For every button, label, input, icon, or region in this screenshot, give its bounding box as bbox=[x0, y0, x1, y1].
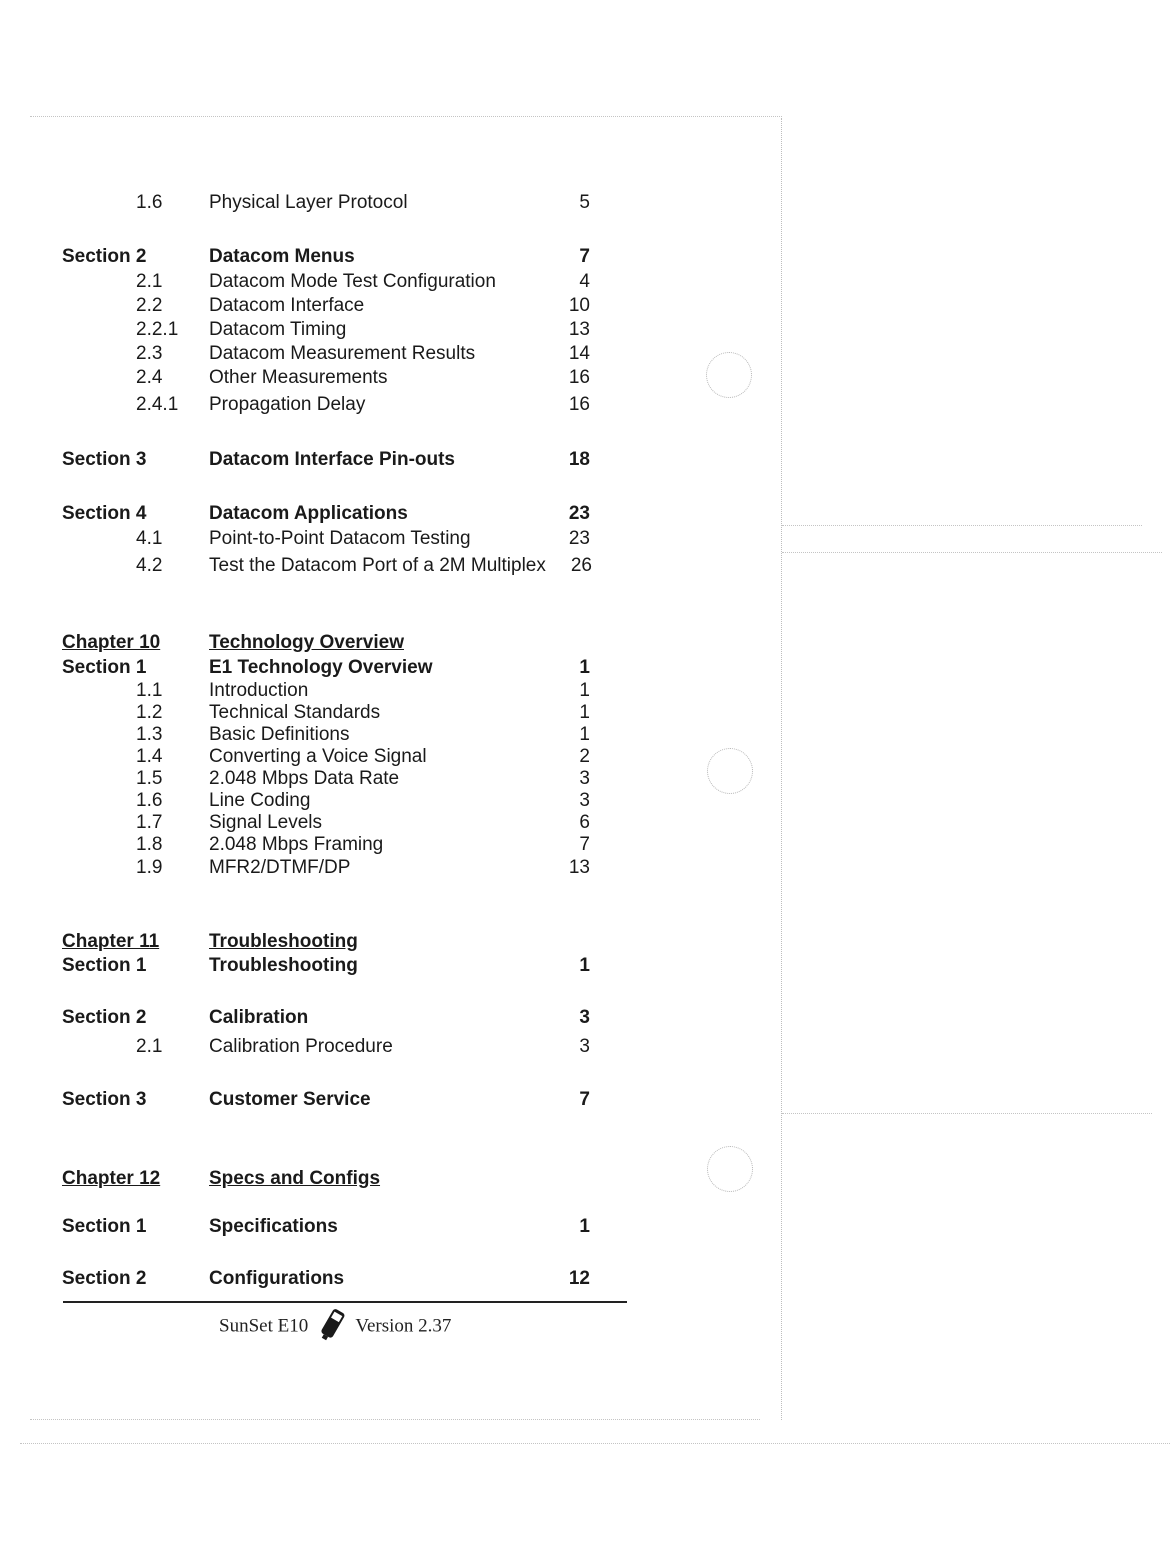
entry-page: 12 bbox=[568, 1268, 590, 1289]
entry-page: 4 bbox=[579, 271, 590, 292]
entry-title: Basic Definitions bbox=[209, 724, 350, 745]
section-label: Section 1 bbox=[62, 657, 147, 678]
chapter-label: Chapter 10 bbox=[62, 632, 161, 653]
entry-page: 13 bbox=[568, 857, 590, 878]
binder-hole-top bbox=[706, 352, 752, 398]
entry-title: Specifications bbox=[209, 1216, 338, 1237]
entry-title: Datacom Menus bbox=[209, 246, 355, 267]
entry-page: 3 bbox=[579, 1007, 590, 1028]
entry-number: 1.1 bbox=[136, 680, 163, 701]
chapter-title: Technology Overview bbox=[209, 632, 404, 653]
entry-page: 26 bbox=[570, 555, 592, 576]
section-label: Section 3 bbox=[62, 1089, 147, 1110]
table-of-contents bbox=[0, 0, 660, 1300]
entry-number: 2.3 bbox=[136, 343, 163, 364]
entry-page: 6 bbox=[579, 812, 590, 833]
scan-artifact-page-edge bbox=[20, 1443, 1170, 1444]
entry-title: Troubleshooting bbox=[209, 955, 358, 976]
entry-page: 3 bbox=[579, 790, 590, 811]
entry-title: Customer Service bbox=[209, 1089, 371, 1110]
entry-title: 2.048 Mbps Data Rate bbox=[209, 768, 400, 789]
entry-number: 1.7 bbox=[136, 812, 163, 833]
entry-title: Calibration bbox=[209, 1007, 309, 1028]
entry-number: 2.4.1 bbox=[136, 394, 179, 415]
entry-title: Datacom Interface bbox=[209, 295, 365, 316]
entry-title: Other Measurements bbox=[209, 367, 388, 388]
entry-page: 7 bbox=[579, 246, 590, 267]
entry-number: 2.4 bbox=[136, 367, 163, 388]
chapter-title: Troubleshooting bbox=[209, 931, 358, 952]
entry-title: E1 Technology Overview bbox=[209, 657, 433, 678]
chapter-label: Chapter 12 bbox=[62, 1168, 161, 1189]
entry-number: 1.4 bbox=[136, 746, 163, 767]
scan-artifact-right-line-1 bbox=[782, 525, 1142, 526]
entry-title: Line Coding bbox=[209, 790, 311, 811]
entry-page: 5 bbox=[579, 192, 590, 213]
entry-page: 3 bbox=[579, 768, 590, 789]
entry-number: 2.1 bbox=[136, 271, 163, 292]
entry-title: Calibration Procedure bbox=[209, 1036, 393, 1057]
entry-title: Test the Datacom Port of a 2M Multiplex bbox=[209, 555, 546, 576]
entry-page: 1 bbox=[579, 1216, 590, 1237]
entry-title: Propagation Delay bbox=[209, 394, 366, 415]
entry-number: 2.1 bbox=[136, 1036, 163, 1057]
entry-page: 7 bbox=[579, 834, 590, 855]
entry-title: Converting a Voice Signal bbox=[209, 746, 427, 767]
entry-page: 1 bbox=[579, 724, 590, 745]
entry-number: 2.2.1 bbox=[136, 319, 179, 340]
binder-hole-bottom bbox=[707, 1146, 753, 1192]
entry-number: 1.3 bbox=[136, 724, 163, 745]
scan-artifact-right-line-3 bbox=[782, 1113, 1152, 1114]
entry-title: MFR2/DTMF/DP bbox=[209, 857, 351, 878]
scan-artifact-right-line-2 bbox=[782, 552, 1162, 553]
entry-title: Datacom Interface Pin-outs bbox=[209, 449, 455, 470]
entry-title: Introduction bbox=[209, 680, 309, 701]
section-label: Section 1 bbox=[62, 1216, 147, 1237]
entry-page: 23 bbox=[568, 503, 590, 524]
entry-title: 2.048 Mbps Framing bbox=[209, 834, 384, 855]
entry-number: 1.8 bbox=[136, 834, 163, 855]
scan-artifact-vertical-edge bbox=[781, 118, 782, 1420]
entry-page: 3 bbox=[579, 1036, 590, 1057]
entry-title: Physical Layer Protocol bbox=[209, 192, 408, 213]
entry-title: Technical Standards bbox=[209, 702, 381, 723]
chapter-title: Specs and Configs bbox=[209, 1168, 381, 1189]
entry-number: 1.5 bbox=[136, 768, 163, 789]
entry-page: 1 bbox=[579, 657, 590, 678]
entry-page: 1 bbox=[579, 680, 590, 701]
entry-page: 1 bbox=[579, 702, 590, 723]
entry-page: 10 bbox=[568, 295, 590, 316]
section-label: Section 4 bbox=[62, 503, 147, 524]
entry-title: Point-to-Point Datacom Testing bbox=[209, 528, 471, 549]
entry-number: 1.2 bbox=[136, 702, 163, 723]
entry-page: 7 bbox=[579, 1089, 590, 1110]
entry-page: 16 bbox=[568, 394, 590, 415]
entry-number: 4.1 bbox=[136, 528, 163, 549]
footer-version: Version 2.37 bbox=[355, 1315, 452, 1337]
entry-number: 1.6 bbox=[136, 192, 163, 213]
entry-number: 1.6 bbox=[136, 790, 163, 811]
page-footer bbox=[219, 1306, 451, 1348]
entry-title: Datacom Applications bbox=[209, 503, 408, 524]
entry-page: 14 bbox=[568, 343, 590, 364]
entry-number: 2.2 bbox=[136, 295, 163, 316]
entry-title: Configurations bbox=[209, 1268, 345, 1289]
entry-title: Datacom Measurement Results bbox=[209, 343, 476, 364]
entry-page: 1 bbox=[579, 955, 590, 976]
entry-title: Datacom Mode Test Configuration bbox=[209, 271, 496, 292]
scan-artifact-bottom-line bbox=[30, 1419, 760, 1420]
entry-page: 18 bbox=[568, 449, 590, 470]
section-label: Section 2 bbox=[62, 1268, 147, 1289]
chapter-label: Chapter 11 bbox=[62, 931, 160, 952]
section-label: Section 2 bbox=[62, 246, 147, 267]
entry-page: 2 bbox=[579, 746, 590, 767]
footer-product: SunSet E10 bbox=[219, 1315, 309, 1337]
footer-rule bbox=[63, 1301, 627, 1303]
binder-hole-middle bbox=[707, 748, 753, 794]
entry-page: 16 bbox=[568, 367, 590, 388]
section-label: Section 2 bbox=[62, 1007, 147, 1028]
entry-number: 1.9 bbox=[136, 857, 163, 878]
entry-page: 23 bbox=[568, 528, 590, 549]
entry-number: 4.2 bbox=[136, 555, 163, 576]
entry-title: Signal Levels bbox=[209, 812, 323, 833]
section-label: Section 1 bbox=[62, 955, 147, 976]
entry-title: Datacom Timing bbox=[209, 319, 347, 340]
handheld-tester-icon bbox=[317, 1306, 347, 1348]
section-label: Section 3 bbox=[62, 449, 147, 470]
entry-page: 13 bbox=[568, 319, 590, 340]
